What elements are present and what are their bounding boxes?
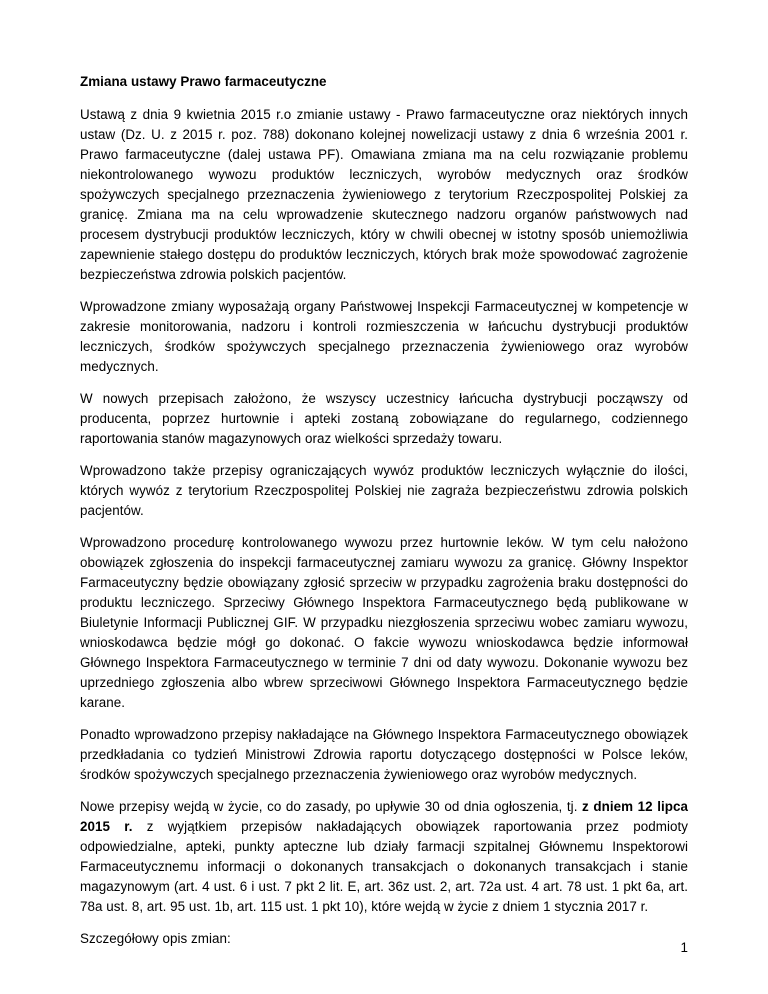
effective-text-after: z wyjątkiem przepisów nakładających obowiązek raportowania przez podmioty odpowiedzialne, apteki, punkty apteczne lub działy farmacji szpitalnej Głównemu Inspektorowi Farmaceutycznemu informacji o dokonanych transakcjach o dokonanych transakcjach i stanie magazynowym (art. 4 ust. 6 i ust. 7 pkt 2 lit. E, art. 36z ust. 2, art. 72a ust. 4 art. 78 ust. 1 pkt 6a, art. 78a ust. 8, art. 95 ust. 1b, art. 115 ust. 1 pkt 10), które wejdą w życie z dniem 1 stycznia 2017 r. (80, 819, 688, 914)
paragraph-effective-date (80, 797, 688, 917)
details-heading: Szczegółowy opis zmian: (80, 931, 231, 946)
page-number: 1 (680, 940, 688, 955)
document-title: Zmiana ustawy Prawo farmaceutyczne (80, 74, 327, 89)
paragraph-weekly-report: Ponadto wprowadzono przepisy nakładające na Głównego Inspektora Farmaceutycznego obowiązek przedkładania co tydzień Ministrowi Zdrowia raportu dotyczącego dostępności w Polsce leków, środków spożywczych specjalnego przeznaczenia żywieniowego oraz wyrobów medycznych. (80, 727, 688, 782)
document-page (80, 72, 688, 961)
paragraph-competences: Wprowadzone zmiany wyposażają organy Państwowej Inspekcji Farmaceutycznej w kompetencje w zakresie monitorowania, nadzoru i kontroli rozmieszczenia w łańcuchu dystrybucji produktów leczniczych, środków spożywczych specjalnego przeznaczenia żywieniowego oraz wyrobów medycznych. (80, 299, 688, 374)
paragraph-export-procedure: Wprowadzono procedurę kontrolowanego wywozu przez hurtownie leków. W tym celu nałożono obowiązek zgłoszenia do inspekcji farmaceutycznej zamiaru wywozu za granicę. Główny Inspektor Farmaceutyczny będzie obowiązany zgłosić sprzeciw w przypadku zagrożenia braku dostępności do produktu leczniczego. Sprzeciwy Głównego Inspektora Farmaceutycznego będą publikowane w Biuletynie Informacji Publicznej GIF. W przypadku niezgłoszenia sprzeciwu wobec zamiaru wywozu, wnioskodawca będzie mógł go dokonać. O fakcie wywozu wnioskodawca będzie informował Głównego Inspektora Farmaceutycznego w terminie 7 dni od daty wywozu. Dokonanie wywozu bez uprzedniego zgłoszenia albo wbrew sprzeciwowi Głównego Inspektora Farmaceutycznego będzie karane. (80, 535, 688, 710)
effective-text-before: Nowe przepisy wejdą w życie, co do zasady, po upływie 30 od dnia ogłoszenia, tj. (80, 799, 583, 814)
effective-date-bold: z dniem 12 lipca 2015 r. (80, 799, 688, 834)
paragraph-export-limits: Wprowadzono także przepisy ograniczających wywóz produktów leczniczych wyłącznie do ilości, których wywóz z terytorium Rzeczpospolitej Polskiej nie zagraża bezpieczeństwu zdrowia polskich pacjentów. (80, 463, 688, 518)
paragraph-intro: Ustawą z dnia 9 kwietnia 2015 r.o zmianie ustawy - Prawo farmaceutyczne oraz niektórych innych ustaw (Dz. U. z 2015 r. poz. 788) dokonano kolejnej nowelizacji ustawy z dnia 6 września 2001 r. Prawo farmaceutyczne (dalej ustawa PF). Omawiana zmiana ma na celu rozwiązanie problemu niekontrolowanego wywozu produktów leczniczych, wyrobów medycznych oraz środków spożywczych specjalnego przeznaczenia żywieniowego z terytorium Rzeczpospolitej Polskiej za granicę. Zmiana ma na celu wprowadzenie skutecznego nadzoru organów państwowych nad procesem dystrybucji produktów leczniczych, który w chwili obecnej w istotny sposób uniemożliwia zapewnienie stałego dostępu do produktów leczniczych, których brak może spowodować zagrożenie bezpieczeństwa zdrowia polskich pacjentów. (80, 107, 688, 282)
paragraph-reporting: W nowych przepisach założono, że wszyscy uczestnicy łańcucha dystrybucji począwszy od producenta, poprzez hurtownie i apteki zostaną zobowiązane do regularnego, codziennego raportowania stanów magazynowych oraz wielkości sprzedaży towaru. (80, 391, 688, 446)
